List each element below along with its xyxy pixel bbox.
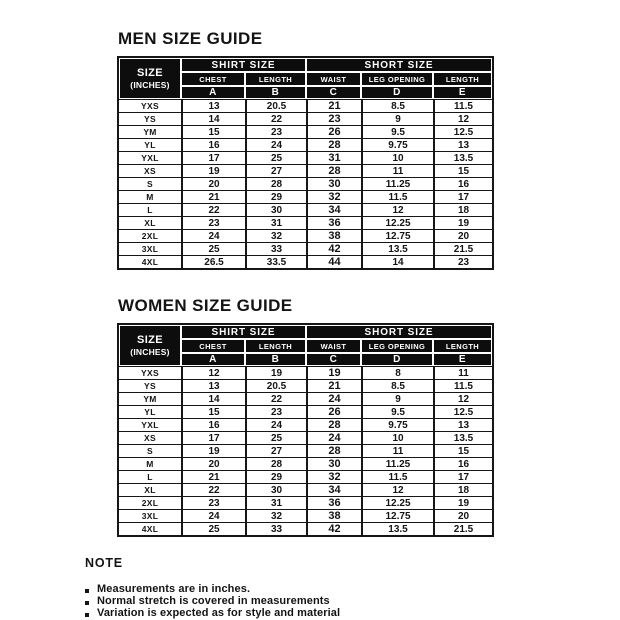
short-length-header: LENGTH	[433, 339, 492, 353]
table-row	[119, 190, 492, 203]
value-cell: 31	[306, 151, 361, 164]
value-cell: 28	[306, 418, 361, 431]
short-size-group-header: SHORT SIZE	[306, 325, 492, 339]
value-cell: 20	[433, 509, 492, 522]
table-row	[119, 203, 492, 216]
value-cell: 19	[181, 164, 245, 177]
letter-a-header: A	[181, 86, 245, 99]
value-cell: 27	[245, 444, 306, 457]
value-cell: 30	[306, 177, 361, 190]
value-cell: 12.5	[433, 125, 492, 138]
value-cell: 23	[245, 405, 306, 418]
value-cell: 38	[306, 509, 361, 522]
value-cell: 8.5	[361, 99, 433, 112]
value-cell: 12	[433, 112, 492, 125]
value-cell: 16	[181, 418, 245, 431]
note-bullet-item	[85, 607, 620, 619]
value-cell: 23	[306, 112, 361, 125]
value-cell: 11.5	[361, 470, 433, 483]
value-cell: 17	[433, 190, 492, 203]
bullet-square-icon	[85, 601, 89, 605]
size-cell: YS	[119, 112, 181, 125]
value-cell: 15	[181, 125, 245, 138]
value-cell: 11.5	[361, 190, 433, 203]
value-cell: 12.25	[361, 496, 433, 509]
table-row	[119, 470, 492, 483]
value-cell: 32	[306, 190, 361, 203]
value-cell: 11.25	[361, 457, 433, 470]
men-size-table	[117, 56, 494, 270]
value-cell: 12.75	[361, 509, 433, 522]
size-cell: 2XL	[119, 496, 181, 509]
value-cell: 24	[181, 509, 245, 522]
value-cell: 28	[306, 138, 361, 151]
value-cell: 36	[306, 216, 361, 229]
value-cell: 32	[245, 509, 306, 522]
chest-header: CHEST	[181, 72, 245, 86]
note-bullet-list	[85, 583, 620, 619]
table-row	[119, 242, 492, 255]
value-cell: 9	[361, 112, 433, 125]
value-cell: 17	[181, 151, 245, 164]
value-cell: 26	[306, 405, 361, 418]
size-cell: L	[119, 470, 181, 483]
letter-e-header: E	[433, 353, 492, 366]
value-cell: 18	[433, 483, 492, 496]
table-row	[119, 522, 492, 535]
value-cell: 13.5	[361, 242, 433, 255]
value-cell: 33	[245, 242, 306, 255]
value-cell: 33	[245, 522, 306, 535]
value-cell: 22	[245, 392, 306, 405]
note-bullet-item	[85, 595, 620, 607]
size-cell: YXL	[119, 418, 181, 431]
value-cell: 23	[181, 496, 245, 509]
value-cell: 11.5	[433, 99, 492, 112]
value-cell: 12	[181, 366, 245, 379]
value-cell: 29	[245, 470, 306, 483]
women-size-guide-title: WOMEN SIZE GUIDE	[118, 296, 293, 315]
value-cell: 21	[181, 470, 245, 483]
note-title: NOTE	[85, 556, 123, 570]
value-cell: 30	[245, 203, 306, 216]
value-cell: 19	[181, 444, 245, 457]
value-cell: 19	[306, 366, 361, 379]
note-bullet-text: Normal stretch is covered in measurements	[97, 595, 330, 607]
note-bullet-text: Measurements are in inches.	[97, 583, 251, 595]
value-cell: 12	[361, 203, 433, 216]
value-cell: 16	[181, 138, 245, 151]
size-cell: YXS	[119, 366, 181, 379]
value-cell: 33.5	[245, 255, 306, 268]
bullet-square-icon	[85, 589, 89, 593]
value-cell: 29	[245, 190, 306, 203]
value-cell: 44	[306, 255, 361, 268]
value-cell: 15	[433, 444, 492, 457]
shirt-size-group-header: SHIRT SIZE	[181, 58, 306, 72]
value-cell: 28	[306, 444, 361, 457]
value-cell: 12.75	[361, 229, 433, 242]
table-row	[119, 151, 492, 164]
value-cell: 25	[181, 522, 245, 535]
value-cell: 26	[306, 125, 361, 138]
men-table-header	[119, 58, 492, 99]
women-table-header	[119, 325, 492, 366]
table-row	[119, 99, 492, 112]
table-row	[119, 177, 492, 190]
value-cell: 27	[245, 164, 306, 177]
value-cell: 11	[361, 444, 433, 457]
value-cell: 17	[433, 470, 492, 483]
value-cell: 8.5	[361, 379, 433, 392]
table-row	[119, 457, 492, 470]
size-unit-label: (INCHES)	[130, 80, 170, 90]
value-cell: 12.5	[433, 405, 492, 418]
table-row	[119, 138, 492, 151]
table-row	[119, 405, 492, 418]
value-cell: 9.5	[361, 405, 433, 418]
note-bullet-text: Variation is expected as for style and material	[97, 607, 341, 619]
table-row	[119, 379, 492, 392]
value-cell: 22	[181, 203, 245, 216]
value-cell: 18	[433, 203, 492, 216]
value-cell: 28	[245, 457, 306, 470]
value-cell: 16	[433, 177, 492, 190]
value-cell: 20.5	[245, 99, 306, 112]
value-cell: 12	[433, 392, 492, 405]
value-cell: 23	[245, 125, 306, 138]
value-cell: 14	[181, 112, 245, 125]
value-cell: 23	[181, 216, 245, 229]
letter-c-header: C	[306, 353, 361, 366]
value-cell: 22	[245, 112, 306, 125]
size-unit-label: (INCHES)	[130, 347, 170, 357]
table-row	[119, 483, 492, 496]
waist-header: WAIST	[306, 339, 361, 353]
table-row	[119, 216, 492, 229]
value-cell: 20	[181, 457, 245, 470]
value-cell: 20	[181, 177, 245, 190]
value-cell: 8	[361, 366, 433, 379]
value-cell: 13	[181, 379, 245, 392]
value-cell: 25	[245, 431, 306, 444]
value-cell: 10	[361, 151, 433, 164]
value-cell: 15	[181, 405, 245, 418]
value-cell: 12.25	[361, 216, 433, 229]
value-cell: 19	[245, 366, 306, 379]
size-cell: XL	[119, 216, 181, 229]
value-cell: 9.75	[361, 418, 433, 431]
value-cell: 14	[361, 255, 433, 268]
table-row	[119, 164, 492, 177]
size-cell: YM	[119, 392, 181, 405]
letter-d-header: D	[361, 353, 433, 366]
men-size-guide-title: MEN SIZE GUIDE	[118, 29, 263, 48]
value-cell: 26.5	[181, 255, 245, 268]
table-row	[119, 229, 492, 242]
value-cell: 24	[245, 138, 306, 151]
table-row	[119, 112, 492, 125]
value-cell: 28	[306, 164, 361, 177]
value-cell: 31	[245, 216, 306, 229]
waist-header: WAIST	[306, 72, 361, 86]
value-cell: 24	[245, 418, 306, 431]
value-cell: 13	[433, 418, 492, 431]
value-cell: 17	[181, 431, 245, 444]
value-cell: 24	[306, 392, 361, 405]
value-cell: 13	[433, 138, 492, 151]
size-cell: YM	[119, 125, 181, 138]
value-cell: 24	[181, 229, 245, 242]
men-table-body	[119, 99, 492, 268]
value-cell: 32	[245, 229, 306, 242]
value-cell: 30	[306, 457, 361, 470]
size-cell: 4XL	[119, 255, 181, 268]
size-cell: XL	[119, 483, 181, 496]
value-cell: 23	[433, 255, 492, 268]
value-cell: 9	[361, 392, 433, 405]
value-cell: 13	[181, 99, 245, 112]
letter-b-header: B	[245, 353, 306, 366]
size-cell: YL	[119, 138, 181, 151]
table-row	[119, 431, 492, 444]
value-cell: 21	[306, 99, 361, 112]
value-cell: 24	[306, 431, 361, 444]
value-cell: 25	[181, 242, 245, 255]
table-row	[119, 125, 492, 138]
size-cell: 3XL	[119, 242, 181, 255]
shirt-length-header: LENGTH	[245, 339, 306, 353]
size-cell: S	[119, 444, 181, 457]
value-cell: 31	[245, 496, 306, 509]
letter-a-header: A	[181, 353, 245, 366]
table-row	[119, 418, 492, 431]
letter-b-header: B	[245, 86, 306, 99]
value-cell: 14	[181, 392, 245, 405]
value-cell: 10	[361, 431, 433, 444]
short-size-group-header: SHORT SIZE	[306, 58, 492, 72]
size-cell: YL	[119, 405, 181, 418]
shirt-size-group-header: SHIRT SIZE	[181, 325, 306, 339]
value-cell: 9.5	[361, 125, 433, 138]
table-row	[119, 392, 492, 405]
bullet-square-icon	[85, 613, 89, 617]
value-cell: 25	[245, 151, 306, 164]
value-cell: 9.75	[361, 138, 433, 151]
shirt-length-header: LENGTH	[245, 72, 306, 86]
letter-c-header: C	[306, 86, 361, 99]
women-table-body	[119, 366, 492, 535]
letter-e-header: E	[433, 86, 492, 99]
value-cell: 20	[433, 229, 492, 242]
size-cell: 2XL	[119, 229, 181, 242]
note-section	[85, 556, 620, 619]
value-cell: 16	[433, 457, 492, 470]
value-cell: 11.25	[361, 177, 433, 190]
size-cell: M	[119, 190, 181, 203]
value-cell: 11.5	[433, 379, 492, 392]
leg-opening-header: LEG OPENING	[361, 339, 433, 353]
value-cell: 19	[433, 496, 492, 509]
table-row	[119, 366, 492, 379]
value-cell: 30	[245, 483, 306, 496]
size-cell: L	[119, 203, 181, 216]
chest-header: CHEST	[181, 339, 245, 353]
value-cell: 36	[306, 496, 361, 509]
value-cell: 42	[306, 522, 361, 535]
size-cell: M	[119, 457, 181, 470]
value-cell: 28	[245, 177, 306, 190]
value-cell: 21.5	[433, 522, 492, 535]
size-label: SIZE	[136, 66, 164, 79]
value-cell: 20.5	[245, 379, 306, 392]
letter-d-header: D	[361, 86, 433, 99]
value-cell: 21	[306, 379, 361, 392]
value-cell: 11	[361, 164, 433, 177]
value-cell: 21	[181, 190, 245, 203]
value-cell: 11	[433, 366, 492, 379]
size-cell: 3XL	[119, 509, 181, 522]
table-row	[119, 496, 492, 509]
value-cell: 15	[433, 164, 492, 177]
short-length-header: LENGTH	[433, 72, 492, 86]
size-inches-header	[119, 325, 181, 366]
size-cell: YS	[119, 379, 181, 392]
women-size-table	[117, 323, 494, 537]
leg-opening-header: LEG OPENING	[361, 72, 433, 86]
value-cell: 13.5	[433, 151, 492, 164]
size-label: SIZE	[136, 333, 164, 346]
size-cell: S	[119, 177, 181, 190]
value-cell: 34	[306, 483, 361, 496]
value-cell: 38	[306, 229, 361, 242]
value-cell: 13.5	[433, 431, 492, 444]
note-bullet-item	[85, 583, 620, 595]
size-cell: XS	[119, 164, 181, 177]
size-inches-header	[119, 58, 181, 99]
table-row	[119, 444, 492, 457]
value-cell: 12	[361, 483, 433, 496]
value-cell: 34	[306, 203, 361, 216]
value-cell: 21.5	[433, 242, 492, 255]
value-cell: 32	[306, 470, 361, 483]
size-cell: XS	[119, 431, 181, 444]
size-cell: YXL	[119, 151, 181, 164]
table-row	[119, 509, 492, 522]
value-cell: 22	[181, 483, 245, 496]
size-cell: 4XL	[119, 522, 181, 535]
table-row	[119, 255, 492, 268]
value-cell: 13.5	[361, 522, 433, 535]
value-cell: 19	[433, 216, 492, 229]
size-cell: YXS	[119, 99, 181, 112]
value-cell: 42	[306, 242, 361, 255]
